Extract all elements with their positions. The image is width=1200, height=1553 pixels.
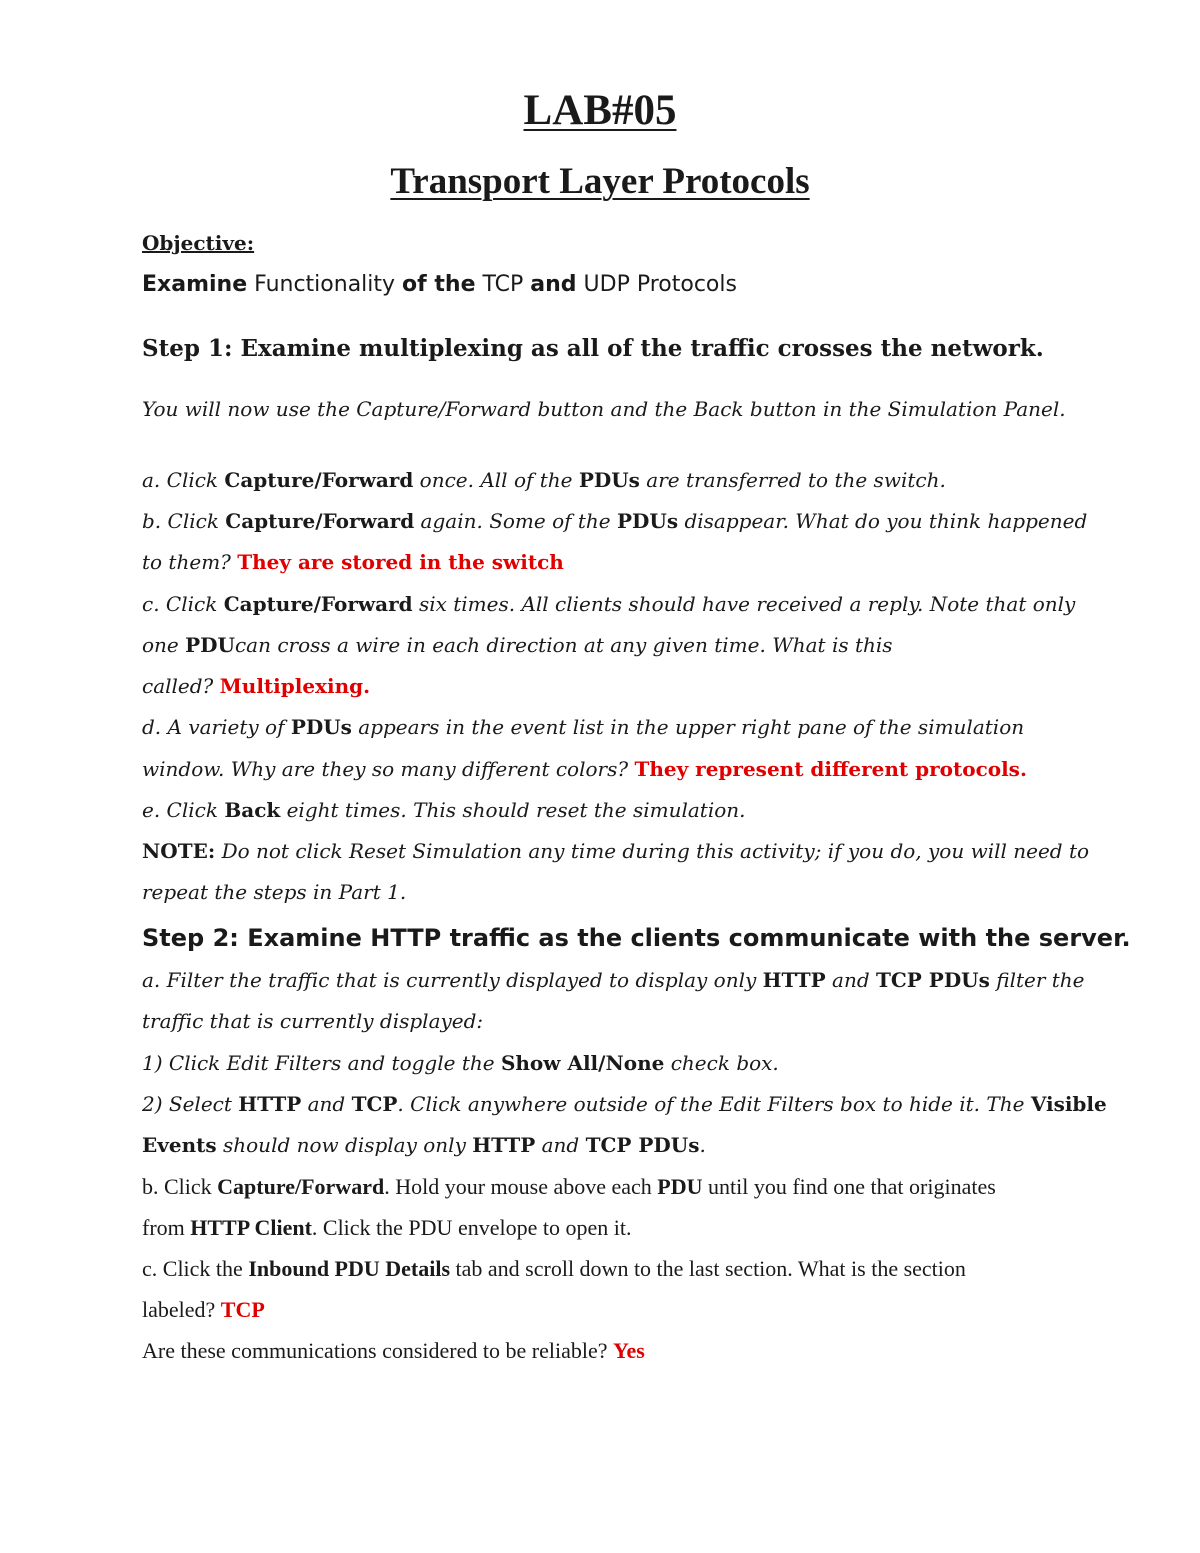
bold-term: Events xyxy=(142,1133,217,1157)
text-run: c. Click the xyxy=(142,1256,249,1281)
text-run: 1) Click Edit Filters and toggle the xyxy=(142,1051,501,1075)
step1-c-line1 xyxy=(142,592,1075,616)
bold-term: Capture/Forward xyxy=(224,468,414,492)
step1-note-line2 xyxy=(142,880,406,904)
text-run: filter the xyxy=(989,968,1085,992)
bold-term: Show All/None xyxy=(500,1051,665,1075)
text-run: Are these communications considered to be reliable? xyxy=(142,1338,613,1363)
text-run: c. Click xyxy=(142,592,224,616)
text-run: six times. All clients should have received a reply. Note that only xyxy=(412,592,1076,616)
step1-c-line2 xyxy=(142,633,893,657)
text-run: e. Click xyxy=(142,798,225,822)
text-run: and xyxy=(825,968,876,992)
text-run: again. Some of the xyxy=(414,509,617,533)
text-run: one xyxy=(142,633,186,657)
text-run: and xyxy=(535,1133,586,1157)
step1-a xyxy=(142,468,946,492)
answer-text: They represent different protocols. xyxy=(634,757,1027,781)
text-run: Do not click Reset Simulation any time during this activity; if you do, you will need to xyxy=(215,839,1090,863)
text-run: eight times. This should reset the simulation. xyxy=(280,798,746,822)
bold-term: HTTP xyxy=(762,968,826,992)
step2-b-line2 xyxy=(142,1215,631,1241)
bold-term: Visible xyxy=(1030,1092,1107,1116)
step2-a2-line2 xyxy=(142,1133,706,1157)
text-run: d. A variety of xyxy=(142,715,291,739)
step1-c-line3 xyxy=(142,674,370,698)
step2-c-line2 xyxy=(142,1297,265,1323)
text-run: can cross a wire in each direction at any given time. What is this xyxy=(234,633,893,657)
step2-reliable xyxy=(142,1338,645,1364)
step2-b-line1 xyxy=(142,1174,996,1200)
step2-a2-line1 xyxy=(142,1092,1107,1116)
bold-term: Inbound PDU Details xyxy=(248,1256,451,1281)
bold-term: TCP xyxy=(351,1092,398,1116)
step1-d-line2 xyxy=(142,757,1027,781)
step2-heading: Step 2: Examine HTTP traffic as the clients communicate with the server. xyxy=(142,924,1131,952)
objective-word: and xyxy=(530,272,577,297)
text-run: window. Why are they so many different colors? xyxy=(142,757,635,781)
bold-term: HTTP xyxy=(238,1092,302,1116)
step1-note-line1 xyxy=(142,839,1089,863)
bold-term: PDUs xyxy=(617,509,679,533)
text-run: appears in the event list in the upper right pane of the simulation xyxy=(351,715,1025,739)
text-run: . Click the PDU envelope to open it. xyxy=(311,1215,632,1240)
text-run: b. Click xyxy=(142,1174,218,1199)
objective-word: of the xyxy=(402,272,476,297)
objective-word: TCP xyxy=(475,272,531,297)
step1-e xyxy=(142,798,746,822)
bold-term: Capture/Forward xyxy=(223,592,413,616)
text-run: a. Click xyxy=(142,468,225,492)
bold-term: HTTP xyxy=(472,1133,536,1157)
bold-term: PDUs xyxy=(290,715,352,739)
bold-term: Capture/Forward xyxy=(217,1174,385,1199)
text-run: b. Click xyxy=(142,509,226,533)
text-run: . xyxy=(699,1133,706,1157)
bold-term: HTTP Client xyxy=(190,1215,312,1240)
step1-b-line2 xyxy=(142,550,564,574)
answer-text: Multiplexing. xyxy=(219,674,371,698)
text-run: labeled? xyxy=(142,1297,221,1322)
text-run: once. All of the xyxy=(413,468,579,492)
step1-b-line1 xyxy=(142,509,1087,533)
text-run: check box. xyxy=(664,1051,779,1075)
text-run: traffic that is currently displayed: xyxy=(142,1009,484,1033)
text-run: should now display only xyxy=(216,1133,473,1157)
text-run: a. Filter the traffic that is currently displayed to display only xyxy=(142,968,763,992)
text-run: . Hold your mouse above each xyxy=(384,1174,658,1199)
bold-term: Back xyxy=(224,798,281,822)
objective-label: Objective: xyxy=(142,231,255,255)
step2-a1 xyxy=(142,1051,779,1075)
text-run: and xyxy=(301,1092,352,1116)
text-run: to them? xyxy=(142,550,238,574)
objective-word: UDP Protocols xyxy=(576,272,737,297)
bold-term: PDU xyxy=(185,633,235,657)
bold-term: PDU xyxy=(657,1174,703,1199)
step1-heading: Step 1: Examine multiplexing as all of the traffic crosses the network. xyxy=(142,335,1044,362)
text-run: until you find one that originates xyxy=(702,1174,996,1199)
bold-term: PDUs xyxy=(578,468,640,492)
step1-intro-text: You will now use the Capture/Forward button and the Back button in the Simulation Panel. xyxy=(142,397,1066,421)
answer-text: TCP xyxy=(220,1297,265,1322)
bold-term: Capture/Forward xyxy=(225,509,415,533)
objective-word: Functionality xyxy=(247,272,403,297)
step1-intro xyxy=(142,397,1066,421)
note-label: NOTE: xyxy=(142,839,216,863)
bold-term: TCP PDUs xyxy=(875,968,990,992)
text-run: from xyxy=(142,1215,191,1240)
step1-d-line1 xyxy=(142,715,1024,739)
bold-term: TCP PDUs xyxy=(585,1133,700,1157)
text-run: repeat the steps in Part 1. xyxy=(142,880,407,904)
text-run: disappear. What do you think happened xyxy=(678,509,1088,533)
text-run: tab and scroll down to the last section. What is the section xyxy=(450,1256,966,1281)
text-run: are transferred to the switch. xyxy=(639,468,946,492)
answer-text: Yes xyxy=(613,1338,645,1363)
objective-word: Examine xyxy=(142,272,248,297)
answer-text: They are stored in the switch xyxy=(237,550,564,574)
text-run: called? xyxy=(142,674,220,698)
step2-a-line1 xyxy=(142,968,1085,992)
text-run: . Click anywhere outside of the Edit Filters box to hide it. The xyxy=(397,1092,1031,1116)
text-run: 2) Select xyxy=(142,1092,239,1116)
page-subtitle: Transport Layer Protocols xyxy=(390,161,810,202)
objective-text xyxy=(142,272,737,297)
step2-c-line1 xyxy=(142,1256,966,1282)
page-title: LAB#05 xyxy=(523,87,677,134)
step2-a-line2 xyxy=(142,1009,483,1033)
